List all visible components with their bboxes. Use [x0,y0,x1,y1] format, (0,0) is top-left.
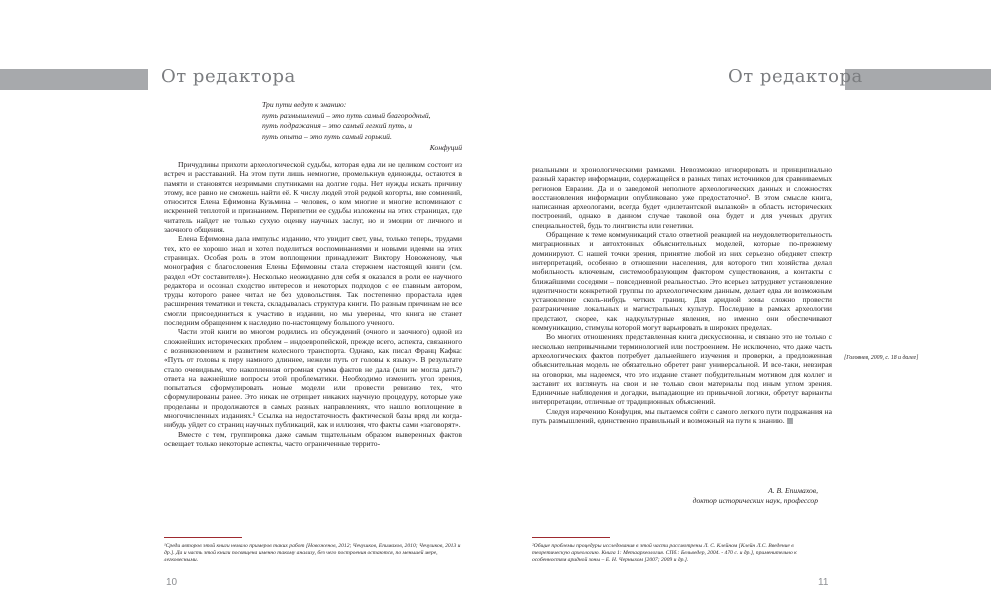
epigraph-line: путь подражания – это самый легкий путь, и [262,121,413,130]
header-band [845,69,991,90]
paragraph: Обращение к теме коммуникаций стало ответной реакцией на неудовлетворительность миграционных и автохтонных объяснительных моделей, которые по-прежнему доминируют. С нашей точки зрения, принятие любой из них серьезно обедняет спектр интерпретаций, особенно в отношении населения, для которого тип хозяйства делал мобильность ключевым, системообразующим фактором существования, а контакты с ближайшими соседями – повседневной реальностью. Это всерьез затрудняет установление идентичности конкретной группы по археологическим данным, делает едва ли возможным установление сколь-нибудь четких границ. Для аридной зоны сложно провести разграничение локальных и магистральных культур. Последние в рамках археологии предстают, скорее, как надкультурные явления, но именно они обеспечивают коммуникацию, стимулы которой могут варьировать в широких пределах. [532,230,832,333]
signature-title: доктор исторических наук, профессор [692,495,818,505]
footnote: ¹Среди авторов этой книги немало примеров таких работ [Новоженов, 2012; Чечушков, Епимахов, 2010; Чечушков, 2013 и др.]. Да и часть этой книги посвящена именно такому анализу, без чего построения остаются, по меньшей мере, легковесными. [164,543,461,563]
epigraph [262,100,462,154]
page-number: 11 [818,577,829,588]
signature [532,486,818,505]
epigraph-author: Конфуций [429,143,462,152]
epigraph-line: путь опыта – это путь самый горький. [262,131,392,141]
footnote-rule [164,537,242,538]
epigraph-line: путь размышлений – это путь самый благородный, [262,110,431,120]
paragraph: Причудливы прихоти археологической судьбы, которая едва ли не целиком состоит из встреч и расставаний. На этом пути лишь немногие, промелькнув единожды, остаются в памяти и становятся незримыми спутниками на долгие годы. Нет нужды искать причину этому, все равно не сможешь найти её. К числу людей этой редкой когорты, вне сомнений, относится Елена Ефимовна Кузьмина – человек, о ком многие и многие вспоминают с искренней теплотой и признанием. Перипетии ее судьбы изложены на этих страницах, где читатель найдет не только сухую оценку научных заслуг, но и эмоции от личного и заочного общения. [164,160,462,235]
paragraph: риальными и хронологическими рамками. Невозможно игнорировать и принципиально разный характер информации, содержащейся в разных типах источников для сравниваемых регионов Евразии. Да и о заведомой неполноте археологических данных и сложностях восстановления информации опубликовано уже предостаточно². В этом смысле книга, написанная археологами, всегда будет «дилетантской вылазкой» в область исторических построений, однако в данном случае таковой она будет и для ученых других специальностей, будь то лингвисты или генетики. [532,165,832,230]
paragraph-text: Следуя изречению Конфуция, мы пытаемся сойти с самого легкого пути подражания на путь размышлений, единственно правильный и возможный на пути к знанию. [532,406,832,426]
signature-name: А. В. Епимахов, [768,486,818,495]
paragraph: Во многих отношениях представленная книга дискуссионна, и связано это не только с несколько непривычными терминологией или построением. Не исключено, что даже часть археологических фактов потребует дальнейшего изучения и проверки, а предложенная объяснительная модель не обязательно обретет ранг универсальной. И все-таки, невзирая на оговорки, мы надеемся, что это издание станет побудительным мотивом для коллег и заставит их взглянуть на свои и не только свои материалы под иным углом зрения. Единичные наблюдения и догадки, выпадающие из привычной логики, обретут варианты интерпретации, отличные от традиционных объяснений. [532,332,832,407]
paragraph: Вместе с тем, группировка даже самым тщательным образом выверенных фактов освещает только некоторые аспекты, часто ограниченные террито- [164,429,462,448]
page-header-title: От редактора [161,66,296,87]
paragraph: Елена Ефимовна дала импульс изданию, что увидит свет, увы, только теперь, трудами тех, кто ее хорошо знал и хотел поделиться воспоминаниями и новыми идеями на этих страницах. Особая роль в этом воплощении принадлежит Виктору Новоженову, чья монография с благословения Елены Ефимовны стала стержнем настоящей книги (см. раздел «От составителя»). Несколько неожиданно для себя я оказался в роли ее научного редактора и осознал сходство интересов и некоторых подходов с ее главным автором, труды которого ранее читал не без удовольствия. Так постепенно прорастала идея расширения тематики и текста, складывалась структура книги. По разным причинам не все смогли присоединиться к участию в издании, но мы уверены, что книга не станет последним обращением к наследию по-настоящему большого ученого. [164,234,462,328]
paragraph: Части этой книги во многом родились из обсуждений (очного и заочного) одной из сложнейших исторических проблем – индоевропейской, прежде всего, аспекта, связанного с возникновением и развитием колесного транспорта. Однако, как писал Франц Кафка: «Путь от головы к перу намного длиннее, нежели путь от головы к языку». В результате стало очевидным, что накопленная огромная сумма фактов не дала (или не могла дать?) ответа на важнейшие вопросы этой проблематики. Необходимо изменить угол зрения, попытаться сформулировать новые модели или провести ревизию тех, что сформулированы ранее. Это никак не отрицает никаких научную процедуру, которые уже проделаны и продолжаются в самых разных направлениях, что нашло воплощение в многочисленных изданиях.¹ Ссылка на недостаточность фактической базы вряд ли когда-нибудь уйдет со страниц научных публикаций, как и иллюзия, что факты сами «заговорят». [164,327,462,430]
margin-note: [Головнев, 2009, с. 18 и далее] [844,355,919,361]
footnote: ²Общие проблемы процедуры исследования в этой части рассмотрены Л. С. Клейном [Клейн Л.С. Введение в теоретическую археологию. Книга 1: Метаархеология. СПб.: Бельведер, 2004. - 470 с. и др.], применительно к особенностям аридной зоны – Е. Н. Черныхом [2007; 2009 и др.]. [532,543,797,563]
right-page [496,0,991,614]
footnote-rule [532,537,610,538]
paragraph [532,407,832,426]
end-mark-icon [787,418,793,424]
body-text [532,165,832,425]
header-band [0,69,148,90]
page-number: 10 [166,577,178,588]
page-header-title: От редактора [728,66,863,87]
epigraph-line: Три пути ведут к знанию: [262,100,347,109]
left-page [0,0,495,614]
body-text [164,160,462,448]
